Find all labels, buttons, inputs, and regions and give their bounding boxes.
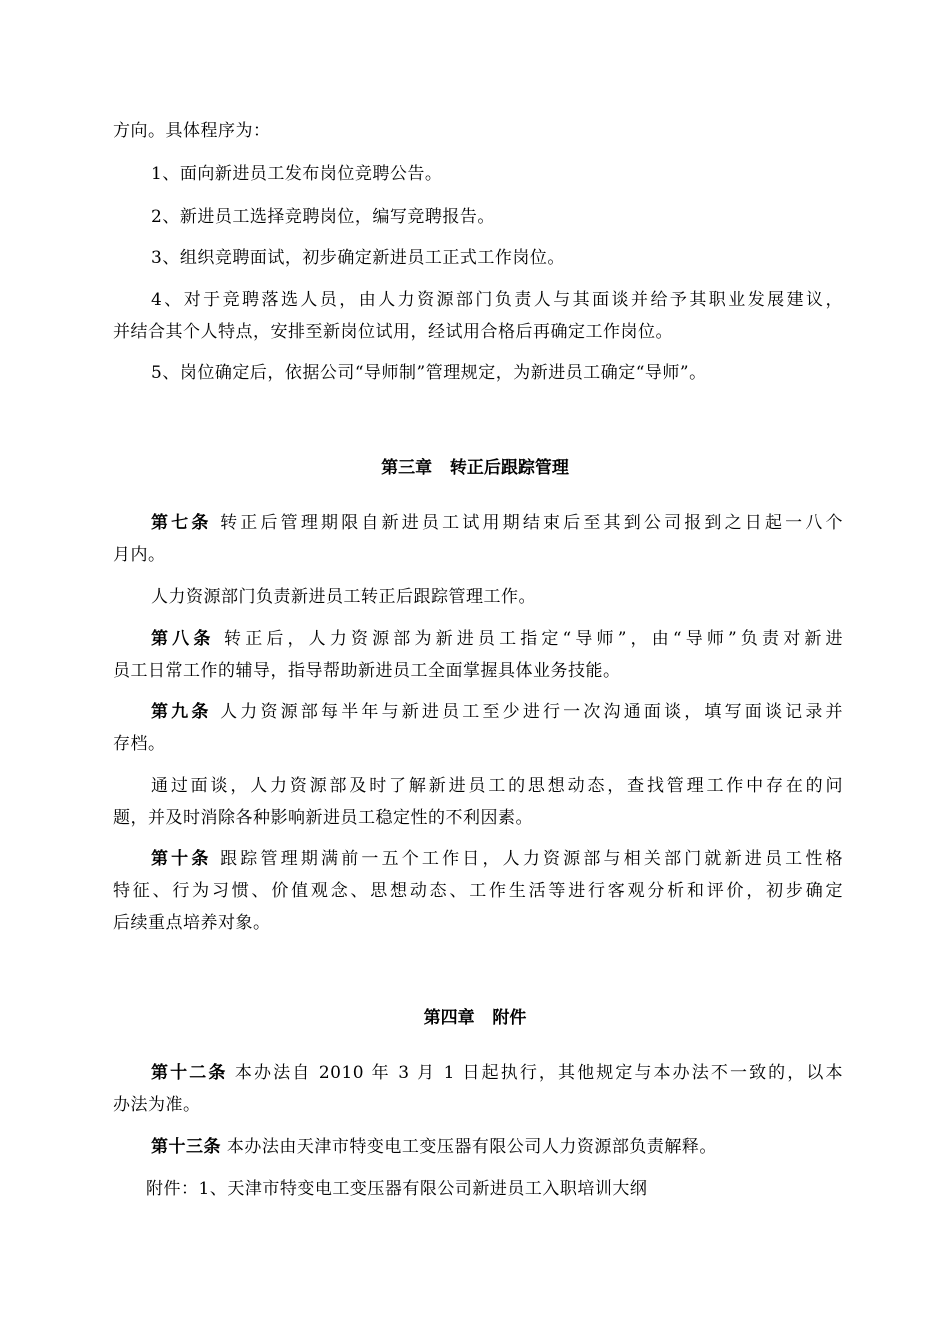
article-text: 本办法自 2010 年 3 月 1 日起执行，其他规定与本办法不一致的，以本 bbox=[227, 1063, 843, 1083]
article-10-continuation: 特征、行为习惯、价值观念、思想动态、工作生活等进行客观分析和评价，初步确定 bbox=[113, 881, 843, 901]
article-12-continuation: 办法为准。 bbox=[113, 1095, 201, 1115]
paragraph-line: 题，并及时消除各种影响新进员工稳定性的不利因素。 bbox=[113, 808, 533, 828]
article-10-continuation: 后续重点培养对象。 bbox=[113, 913, 271, 933]
article-text: 跟踪管理期满前一五个工作日，人力资源部与相关部门就新进员工性格 bbox=[211, 849, 844, 869]
article-9-continuation: 存档。 bbox=[113, 734, 166, 754]
article-8-continuation: 员工日常工作的辅导，指导帮助新进员工全面掌握具体业务技能。 bbox=[113, 661, 621, 681]
article-9 bbox=[151, 700, 843, 724]
article-label: 第七条 bbox=[151, 513, 212, 533]
article-8 bbox=[151, 627, 843, 651]
list-item: 3、组织竞聘面试，初步确定新进员工正式工作岗位。 bbox=[151, 248, 565, 268]
article-label: 第十二条 bbox=[151, 1063, 228, 1083]
list-item-continuation: 并结合其个人特点，安排至新岗位试用，经试用合格后再确定工作岗位。 bbox=[113, 322, 673, 342]
article-7 bbox=[151, 511, 843, 535]
article-7-continuation: 月内。 bbox=[113, 545, 166, 565]
list-item: 2、新进员工选择竞聘岗位，编写竞聘报告。 bbox=[151, 207, 495, 227]
attachment-line: 附件：1、天津市特变电工变压器有限公司新进员工入职培训大纲 bbox=[146, 1179, 648, 1199]
article-12 bbox=[151, 1061, 843, 1085]
article-13 bbox=[151, 1135, 843, 1159]
article-text: 转正后管理期限自新进员工试用期结束后至其到公司报到之日起一八个 bbox=[211, 513, 844, 533]
article-label: 第十条 bbox=[151, 849, 212, 869]
article-label: 第十三条 bbox=[151, 1137, 221, 1157]
chapter-heading: 第三章 转正后跟踪管理 bbox=[381, 458, 569, 478]
list-item: 4、对于竞聘落选人员，由人力资源部门负责人与其面谈并给予其职业发展建议， bbox=[151, 290, 843, 310]
paragraph-line: 通过面谈，人力资源部及时了解新进员工的思想动态，查找管理工作中存在的问 bbox=[151, 776, 843, 796]
list-item: 1、面向新进员工发布岗位竞聘公告。 bbox=[151, 164, 443, 184]
paragraph-line: 人力资源部门负责新进员工转正后跟踪管理工作。 bbox=[151, 587, 536, 607]
list-item: 5、岗位确定后，依据公司“导师制”管理规定，为新进员工确定“导师”。 bbox=[151, 363, 707, 383]
chapter-heading: 第四章 附件 bbox=[423, 1008, 527, 1028]
article-label: 第九条 bbox=[151, 702, 212, 722]
article-text: 转正后，人力资源部为新进员工指定“导师”，由“导师”负责对新进 bbox=[214, 629, 844, 649]
article-label: 第八条 bbox=[151, 629, 215, 649]
article-10 bbox=[151, 847, 843, 871]
article-text: 本办法由天津市特变电工变压器有限公司人力资源部负责解释。 bbox=[221, 1137, 717, 1157]
article-text: 人力资源部每半年与新进员工至少进行一次沟通面谈，填写面谈记录并 bbox=[211, 702, 844, 722]
paragraph-line: 方向。具体程序为： bbox=[113, 121, 271, 141]
